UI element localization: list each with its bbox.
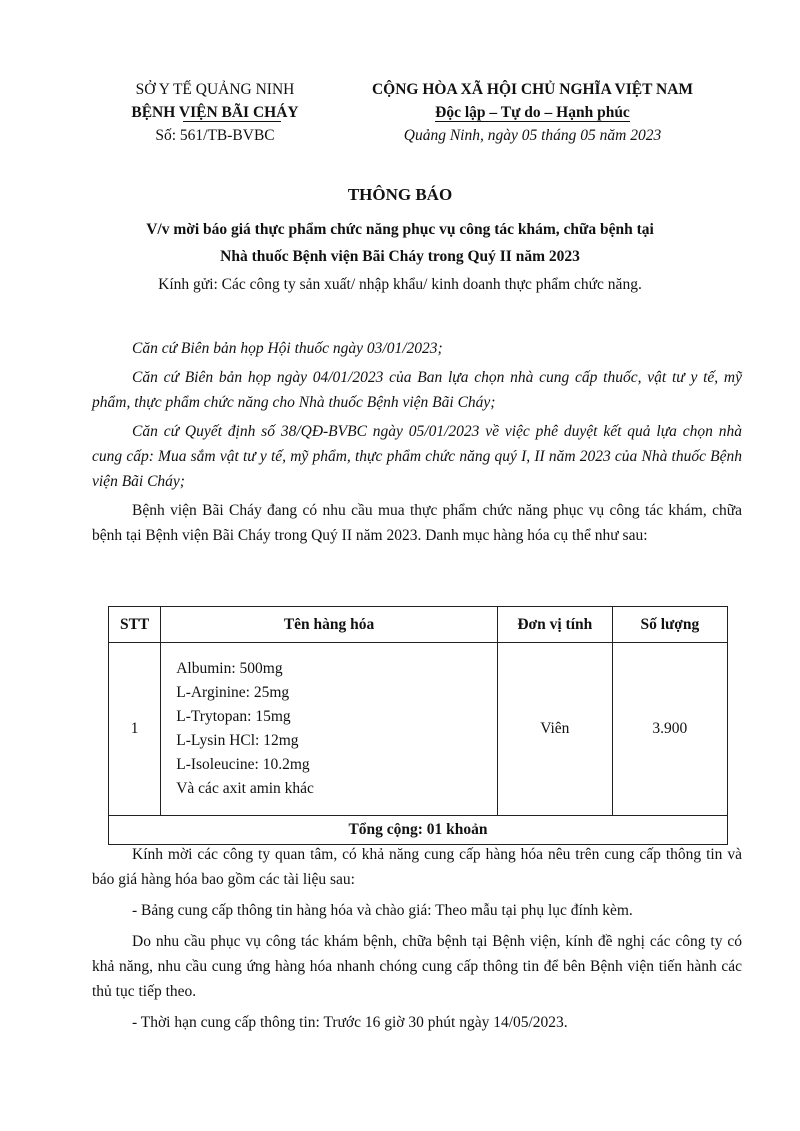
cell-ingredients [161, 643, 498, 816]
document-header [100, 78, 720, 158]
intro-paragraph: Bệnh viện Bãi Cháy đang có nhu cầu mua thực phẩm chức năng phục vụ công tác khám, chữa bệnh tại Bệnh viện Bãi Cháy trong Quý II năm 2023. Danh mục hàng hóa cụ thể như sau: [92, 502, 742, 544]
closing-section [92, 842, 742, 1041]
cell-unit: Viên [497, 643, 612, 816]
cell-qty: 3.900 [612, 643, 727, 816]
national-motto-block [340, 78, 725, 147]
ingredient-line: L-Trytopan: 15mg [176, 708, 291, 725]
document-number: Số: 561/TB-BVBC [155, 127, 275, 144]
goods-table [108, 606, 728, 845]
closing-paragraph: - Bảng cung cấp thông tin hàng hóa và chào giá: Theo mẫu tại phụ lục đính kèm. [132, 902, 633, 919]
legal-bases [92, 336, 742, 552]
basis-paragraph: Căn cứ Biên bản họp Hội thuốc ngày 03/01/2023; [132, 340, 443, 357]
ingredient-line: Albumin: 500mg [176, 660, 283, 677]
motto-underline [435, 121, 630, 122]
document-title: THÔNG BÁO [347, 185, 453, 204]
header-stt: STT [109, 607, 161, 643]
cell-total: Tổng cộng: 01 khoản [109, 816, 728, 845]
document-subject [90, 216, 710, 270]
header-name: Tên hàng hóa [161, 607, 498, 643]
basis-paragraph: Căn cứ Biên bản họp ngày 04/01/2023 của Ban lựa chọn nhà cung cấp thuốc, vật tư y tế, mỹ phẩm, thực phẩm chức năng cho Nhà thuốc Bệnh viện Bãi Cháy; [92, 369, 742, 411]
hospital-name [131, 101, 298, 124]
subject-line-2: Nhà thuốc Bệnh viện Bãi Cháy trong Quý II năm 2023 [220, 248, 580, 265]
closing-paragraph: Kính mời các công ty quan tâm, có khả năng cung cấp hàng hóa nêu trên cung cấp thông tin và báo giá hàng hóa bao gồm các tài liệu sau: [92, 846, 742, 888]
table-header-row [109, 607, 728, 643]
cell-stt: 1 [109, 643, 161, 816]
ingredient-line: L-Arginine: 25mg [176, 684, 290, 701]
header-qty: Số lượng [612, 607, 727, 643]
issue-date: Quảng Ninh, ngày 05 tháng 05 năm 2023 [403, 127, 662, 144]
subject-line-1: V/v mời báo giá thực phẩm chức năng phục vụ công tác khám, chữa bệnh tại [146, 221, 654, 238]
recipient-line: Kính gửi: Các công ty sản xuất/ nhập khẩu/ kinh doanh thực phẩm chức năng. [158, 276, 642, 293]
issuer-block [100, 78, 330, 147]
closing-paragraph: - Thời hạn cung cấp thông tin: Trước 16 giờ 30 phút ngày 14/05/2023. [132, 1014, 568, 1031]
ingredient-line: L-Isoleucine: 10.2mg [176, 756, 310, 773]
ingredient-line: Và các axit amin khác [176, 780, 314, 797]
table-total-row [109, 816, 728, 845]
country-name: CỘNG HÒA XÃ HỘI CHỦ NGHĨA VIỆT NAM [371, 81, 694, 98]
basis-paragraph: Căn cứ Quyết định số 38/QĐ-BVBC ngày 05/01/2023 về việc phê duyệt kết quả lựa chọn nhà cung cấp: Mua sắm vật tư y tế, mỹ phẩm, thực phẩm chức năng quý I, II năm 2023 của Nhà thuốc Bệnh viện Bãi Cháy; [92, 423, 742, 490]
department-name: SỞ Y TẾ QUẢNG NINH [135, 81, 295, 98]
motto-text: Độc lập – Tự do – Hạnh phúc [435, 104, 630, 121]
hospital-name-underline [183, 121, 281, 122]
motto [435, 101, 630, 124]
ingredient-line: L-Lysin HCl: 12mg [176, 732, 299, 749]
table-row [109, 643, 728, 816]
hospital-name-text: BỆNH VIỆN BÃI CHÁY [131, 104, 299, 121]
closing-paragraph: Do nhu cầu phục vụ công tác khám bệnh, chữa bệnh tại Bệnh viện, kính đề nghị các công ty có khả năng, nhu cầu cung ứng hàng hóa nhanh chóng cung cấp thông tin để bên Bệnh viện tiến hành các thủ tục tiếp theo. [92, 933, 742, 1000]
header-unit: Đơn vị tính [497, 607, 612, 643]
